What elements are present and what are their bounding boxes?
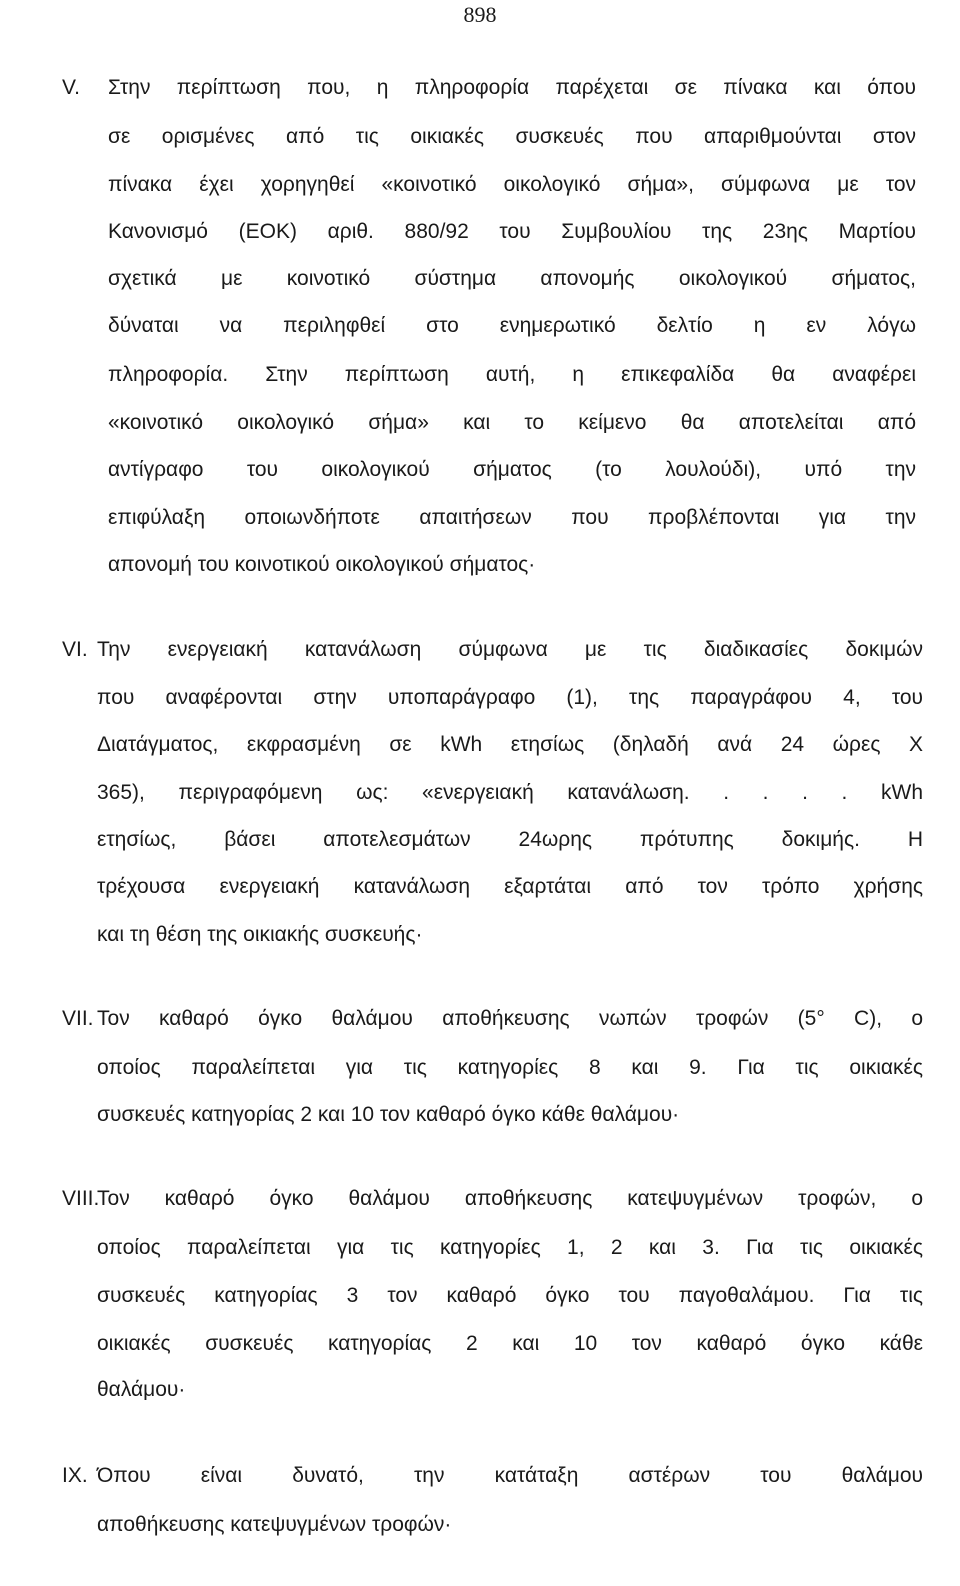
text-line: πίνακα έχει χορηγηθεί «κοινοτικό οικολογικό σήμα», σύμφωνα με τον	[108, 173, 916, 196]
text-line: πληροφορία. Στην περίπτωση αυτή, η επικεφαλίδα θα αναφέρει	[108, 363, 916, 386]
text-line: αντίγραφο του οικολογικού σήματος (το λουλούδι), υπό την	[108, 458, 916, 481]
text-line: οικιακές συσκευές κατηγορίας 2 και 10 τον καθαρό όγκο κάθε	[97, 1332, 923, 1355]
text-line: συσκευές κατηγορίας 2 και 10 τον καθαρό όγκο κάθε θαλάμου·	[97, 1103, 680, 1126]
text-line: Τον καθαρό όγκο θαλάμου αποθήκευσης κατεψυγμένων τροφών, ο	[97, 1187, 923, 1210]
text-line: που αναφέρονται στην υποπαράγραφο (1), της παραγράφου 4, του	[97, 686, 923, 709]
section-label: VI.	[62, 638, 88, 661]
text-line: επιφύλαξη οποιωνδήποτε απαιτήσεων που προβλέπονται για την	[108, 506, 916, 529]
text-line: τρέχουσα ενεργειακή κατανάλωση εξαρτάται από τον τρόπο χρήσης	[97, 875, 923, 898]
text-line: οποίος παραλείπεται για τις κατηγορίες 1, 2 και 3. Για τις οικιακές	[97, 1236, 923, 1259]
text-line: 365), περιγραφόμενη ως: «ενεργειακή κατανάλωση. . . . . kWh	[97, 781, 923, 804]
text-line: Διατάγματος, εκφρασμένη σε kWh ετησίως (δηλαδή ανά 24 ώρες Χ	[97, 733, 923, 756]
text-line: θαλάμου·	[97, 1378, 186, 1401]
text-line: Κανονισμό (ΕΟΚ) αριθ. 880/92 του Συμβουλίου της 23ης Μαρτίου	[108, 220, 916, 243]
text-line: δύναται να περιληφθεί στο ενημερωτικό δελτίο η εν λόγω	[108, 314, 916, 337]
text-line: σε ορισμένες από τις οικιακές συσκευές που απαριθμούνται στον	[108, 125, 916, 148]
text-line: και τη θέση της οικιακής συσκευής·	[97, 923, 423, 946]
text-line: οποίος παραλείπεται για τις κατηγορίες 8 και 9. Για τις οικιακές	[97, 1056, 923, 1079]
section-label: IX.	[62, 1464, 88, 1487]
text-line: Όπου είναι δυνατό, την κατάταξη αστέρων του θαλάμου	[97, 1464, 923, 1487]
text-line: Την ενεργειακή κατανάλωση σύμφωνα με τις διαδικασίες δοκιμών	[97, 638, 923, 661]
page-number: 898	[463, 2, 497, 27]
section-label: VII.	[62, 1007, 94, 1030]
text-line: «κοινοτικό οικολογικό σήμα» και το κείμενο θα αποτελείται από	[108, 411, 916, 434]
text-line: ετησίως, βάσει αποτελεσμάτων 24ωρης πρότυπης δοκιμής. Η	[97, 828, 923, 851]
text-line: αποθήκευσης κατεψυγμένων τροφών·	[97, 1513, 452, 1536]
text-line: Τον καθαρό όγκο θαλάμου αποθήκευσης νωπών τροφών (5° C), ο	[97, 1007, 923, 1030]
text-line: Στην περίπτωση που, η πληροφορία παρέχεται σε πίνακα και όπου	[108, 76, 916, 99]
text-line: απονομή του κοινοτικού οικολογικού σήματος·	[108, 553, 536, 576]
text-line: σχετικά με κοινοτικό σύστημα απονομής οικολογικού σήματος,	[108, 267, 916, 290]
text-line: συσκευές κατηγορίας 3 τον καθαρό όγκο του παγοθαλάμου. Για τις	[97, 1284, 923, 1307]
section-label: VIII.	[62, 1187, 100, 1210]
section-label: V.	[62, 76, 80, 99]
